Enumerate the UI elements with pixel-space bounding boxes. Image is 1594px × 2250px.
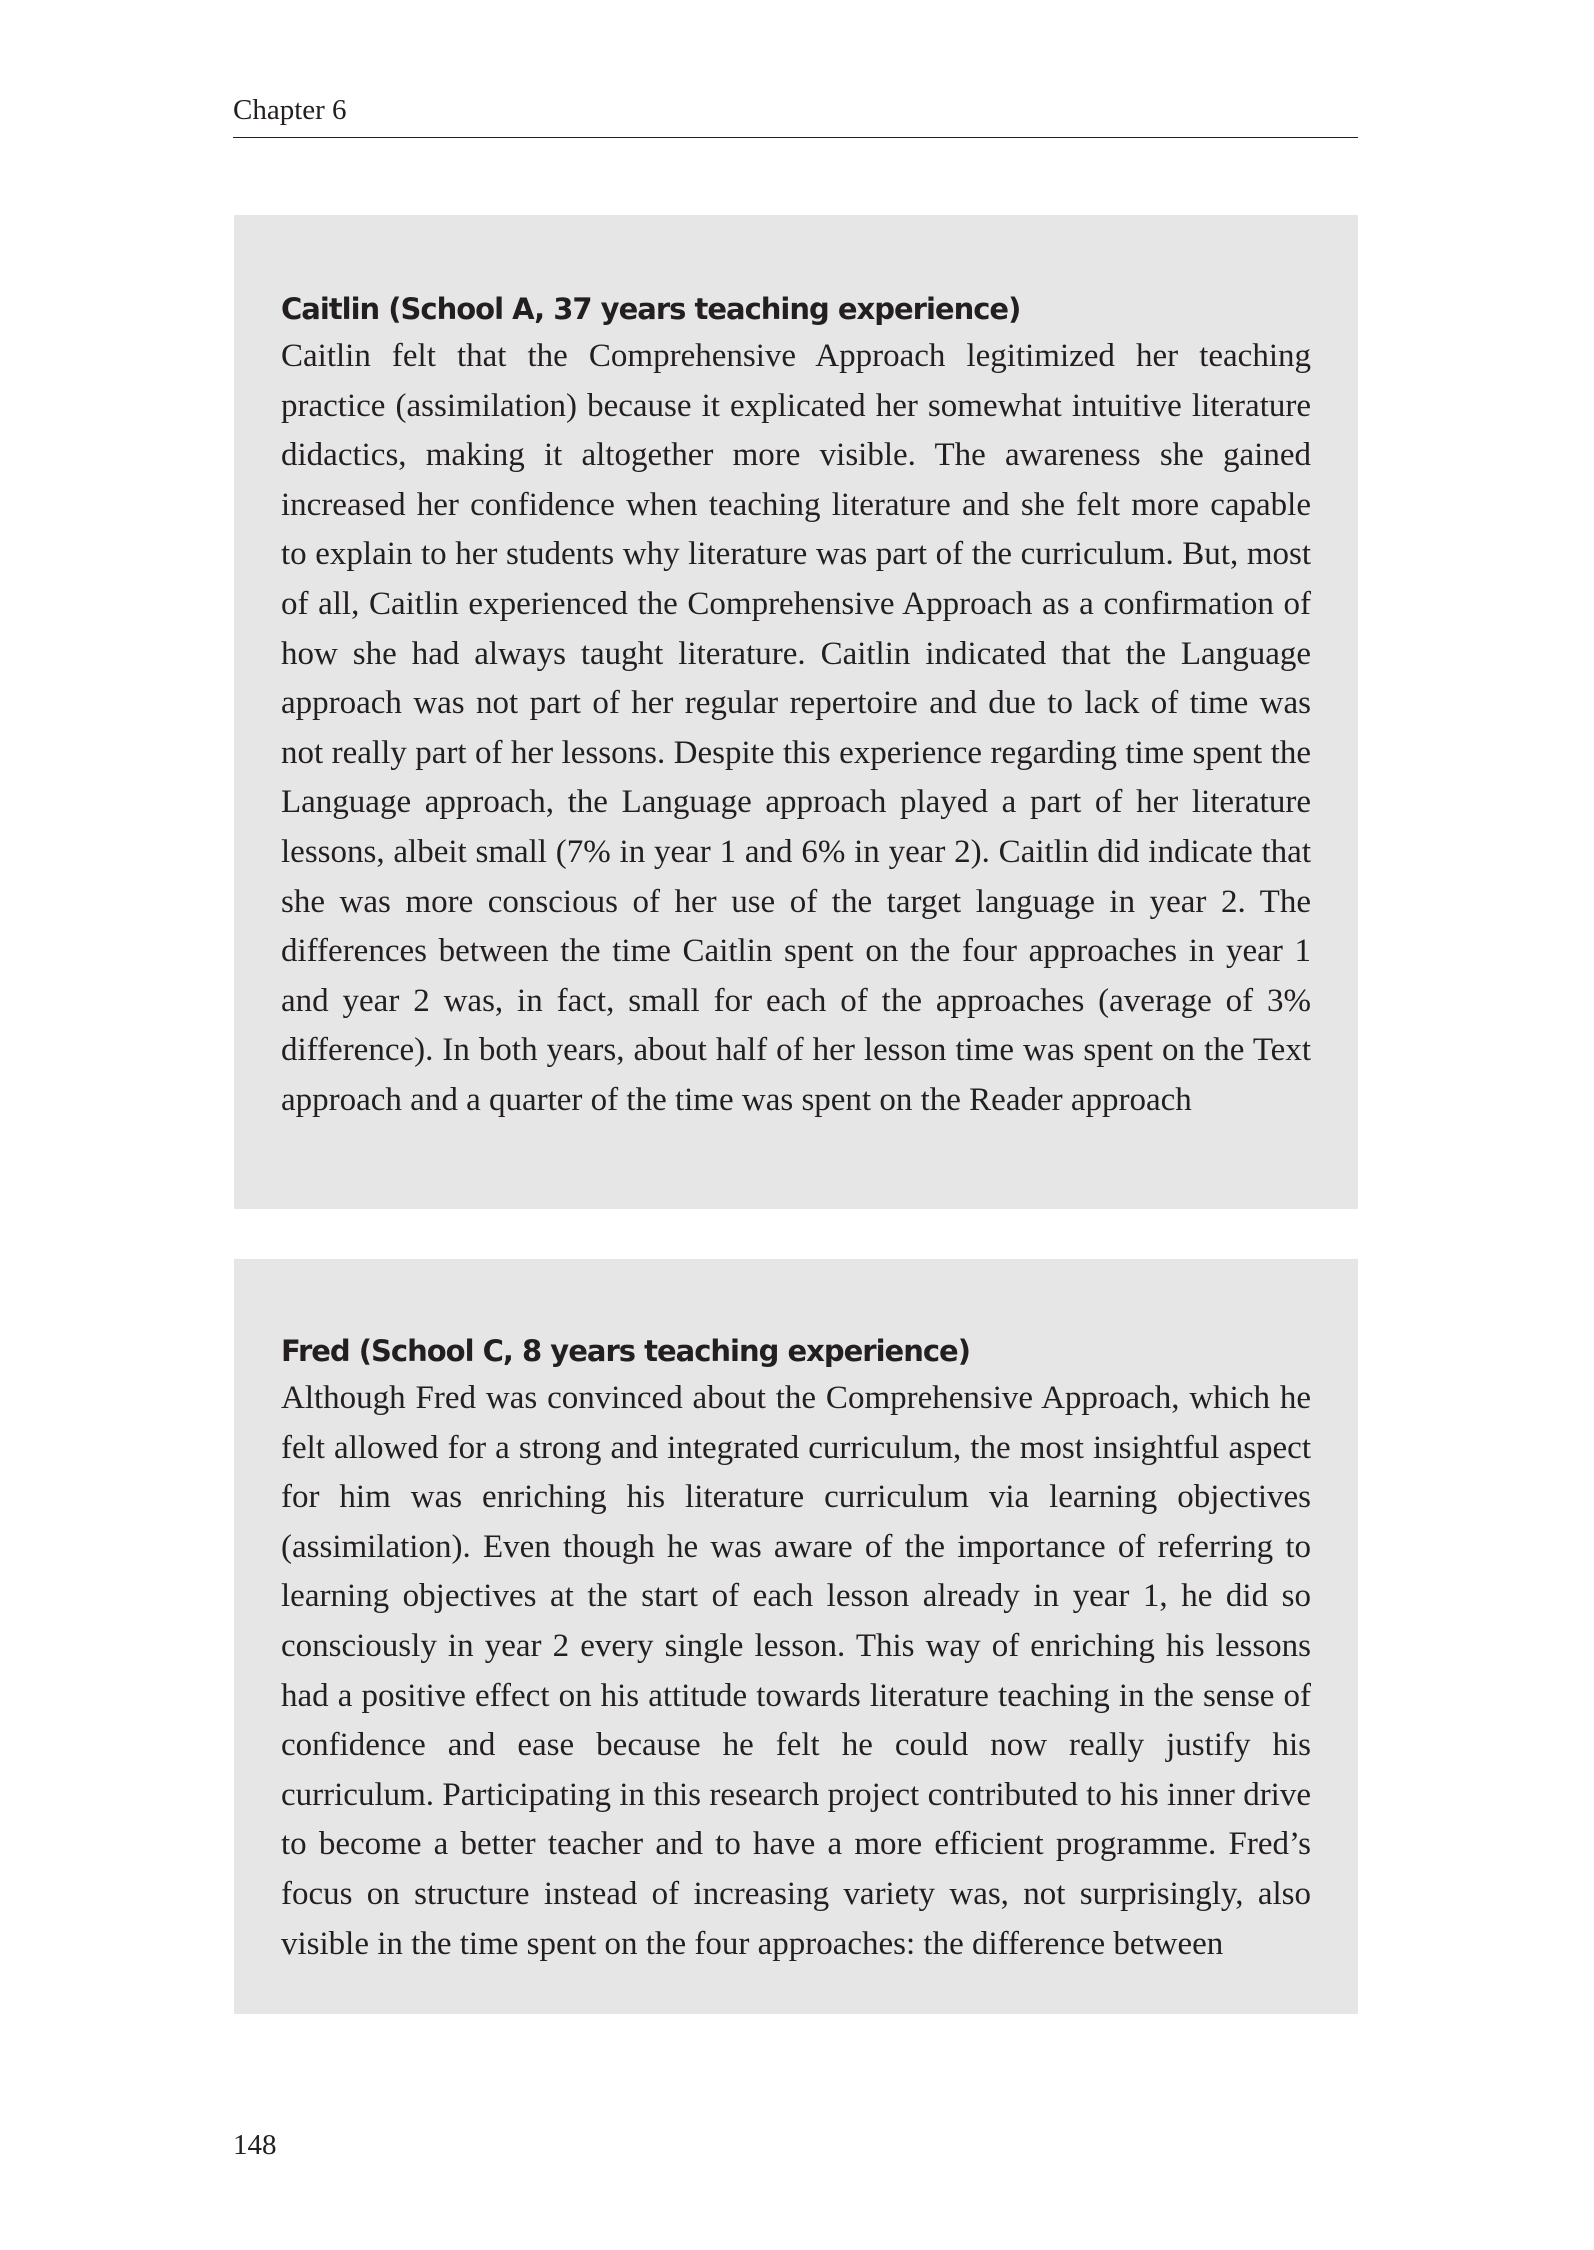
header-rule (233, 137, 1358, 138)
case-box-fred (234, 1259, 1358, 2014)
case-heading-fred: Fred (School C, 8 years teaching experience) (281, 1334, 970, 1368)
page-number: 148 (233, 2129, 277, 2161)
running-header: Chapter 6 (233, 94, 347, 126)
case-body-caitlin: Caitlin felt that the Comprehensive Approach legitimized her teaching practice (assimilation) because it explicated her somewhat intuitive literature didactics, making it altogether more visible. The awareness she gained increased her confidence when teaching literature and she felt more capable to explain to her students why literature was part of the curriculum. But, most of all, Caitlin experienced the Comprehensive Approach as a confirmation of how she had always taught literature. Caitlin indicated that the Language approach was not part of her regular repertoire and due to lack of time was not really part of her lessons. Despite this experience regarding time spent the Language approach, the Language approach played a part of her literature lessons, albeit small (7% in year 1 and 6% in year 2). Caitlin did indicate that she was more conscious of her use of the target language in year 2. The differences between the time Caitlin spent on the four approaches in year 1 and year 2 was, in fact, small for each of the approaches (average of 3% difference). In both years, about half of her lesson time was spent on the Text approach and a quarter of the time was spent on the Reader approach (281, 338, 1311, 1118)
case-body-fred: Although Fred was convinced about the Comprehensive Approach, which he felt allowed for a strong and integrated curriculum, the most insightful aspect for him was enriching his literature curriculum via learning objectives (assimilation). Even though he was aware of the importance of referring to learning objectives at the start of each lesson already in year 1, he did so consciously in year 2 every single lesson. This way of enriching his lessons had a positive effect on his attitude towards literature teaching in the sense of confidence and ease because he felt he could now really justify his curriculum. Participating in this research project contributed to his inner drive to become a better teacher and to have a more efficient programme. Fred’s focus on structure instead of increasing variety was, not surprisingly, also visible in the time spent on the four approaches: the difference between (281, 1380, 1311, 1962)
case-box-caitlin (234, 215, 1358, 1209)
case-heading-caitlin: Caitlin (School A, 37 years teaching experience) (281, 292, 1021, 326)
